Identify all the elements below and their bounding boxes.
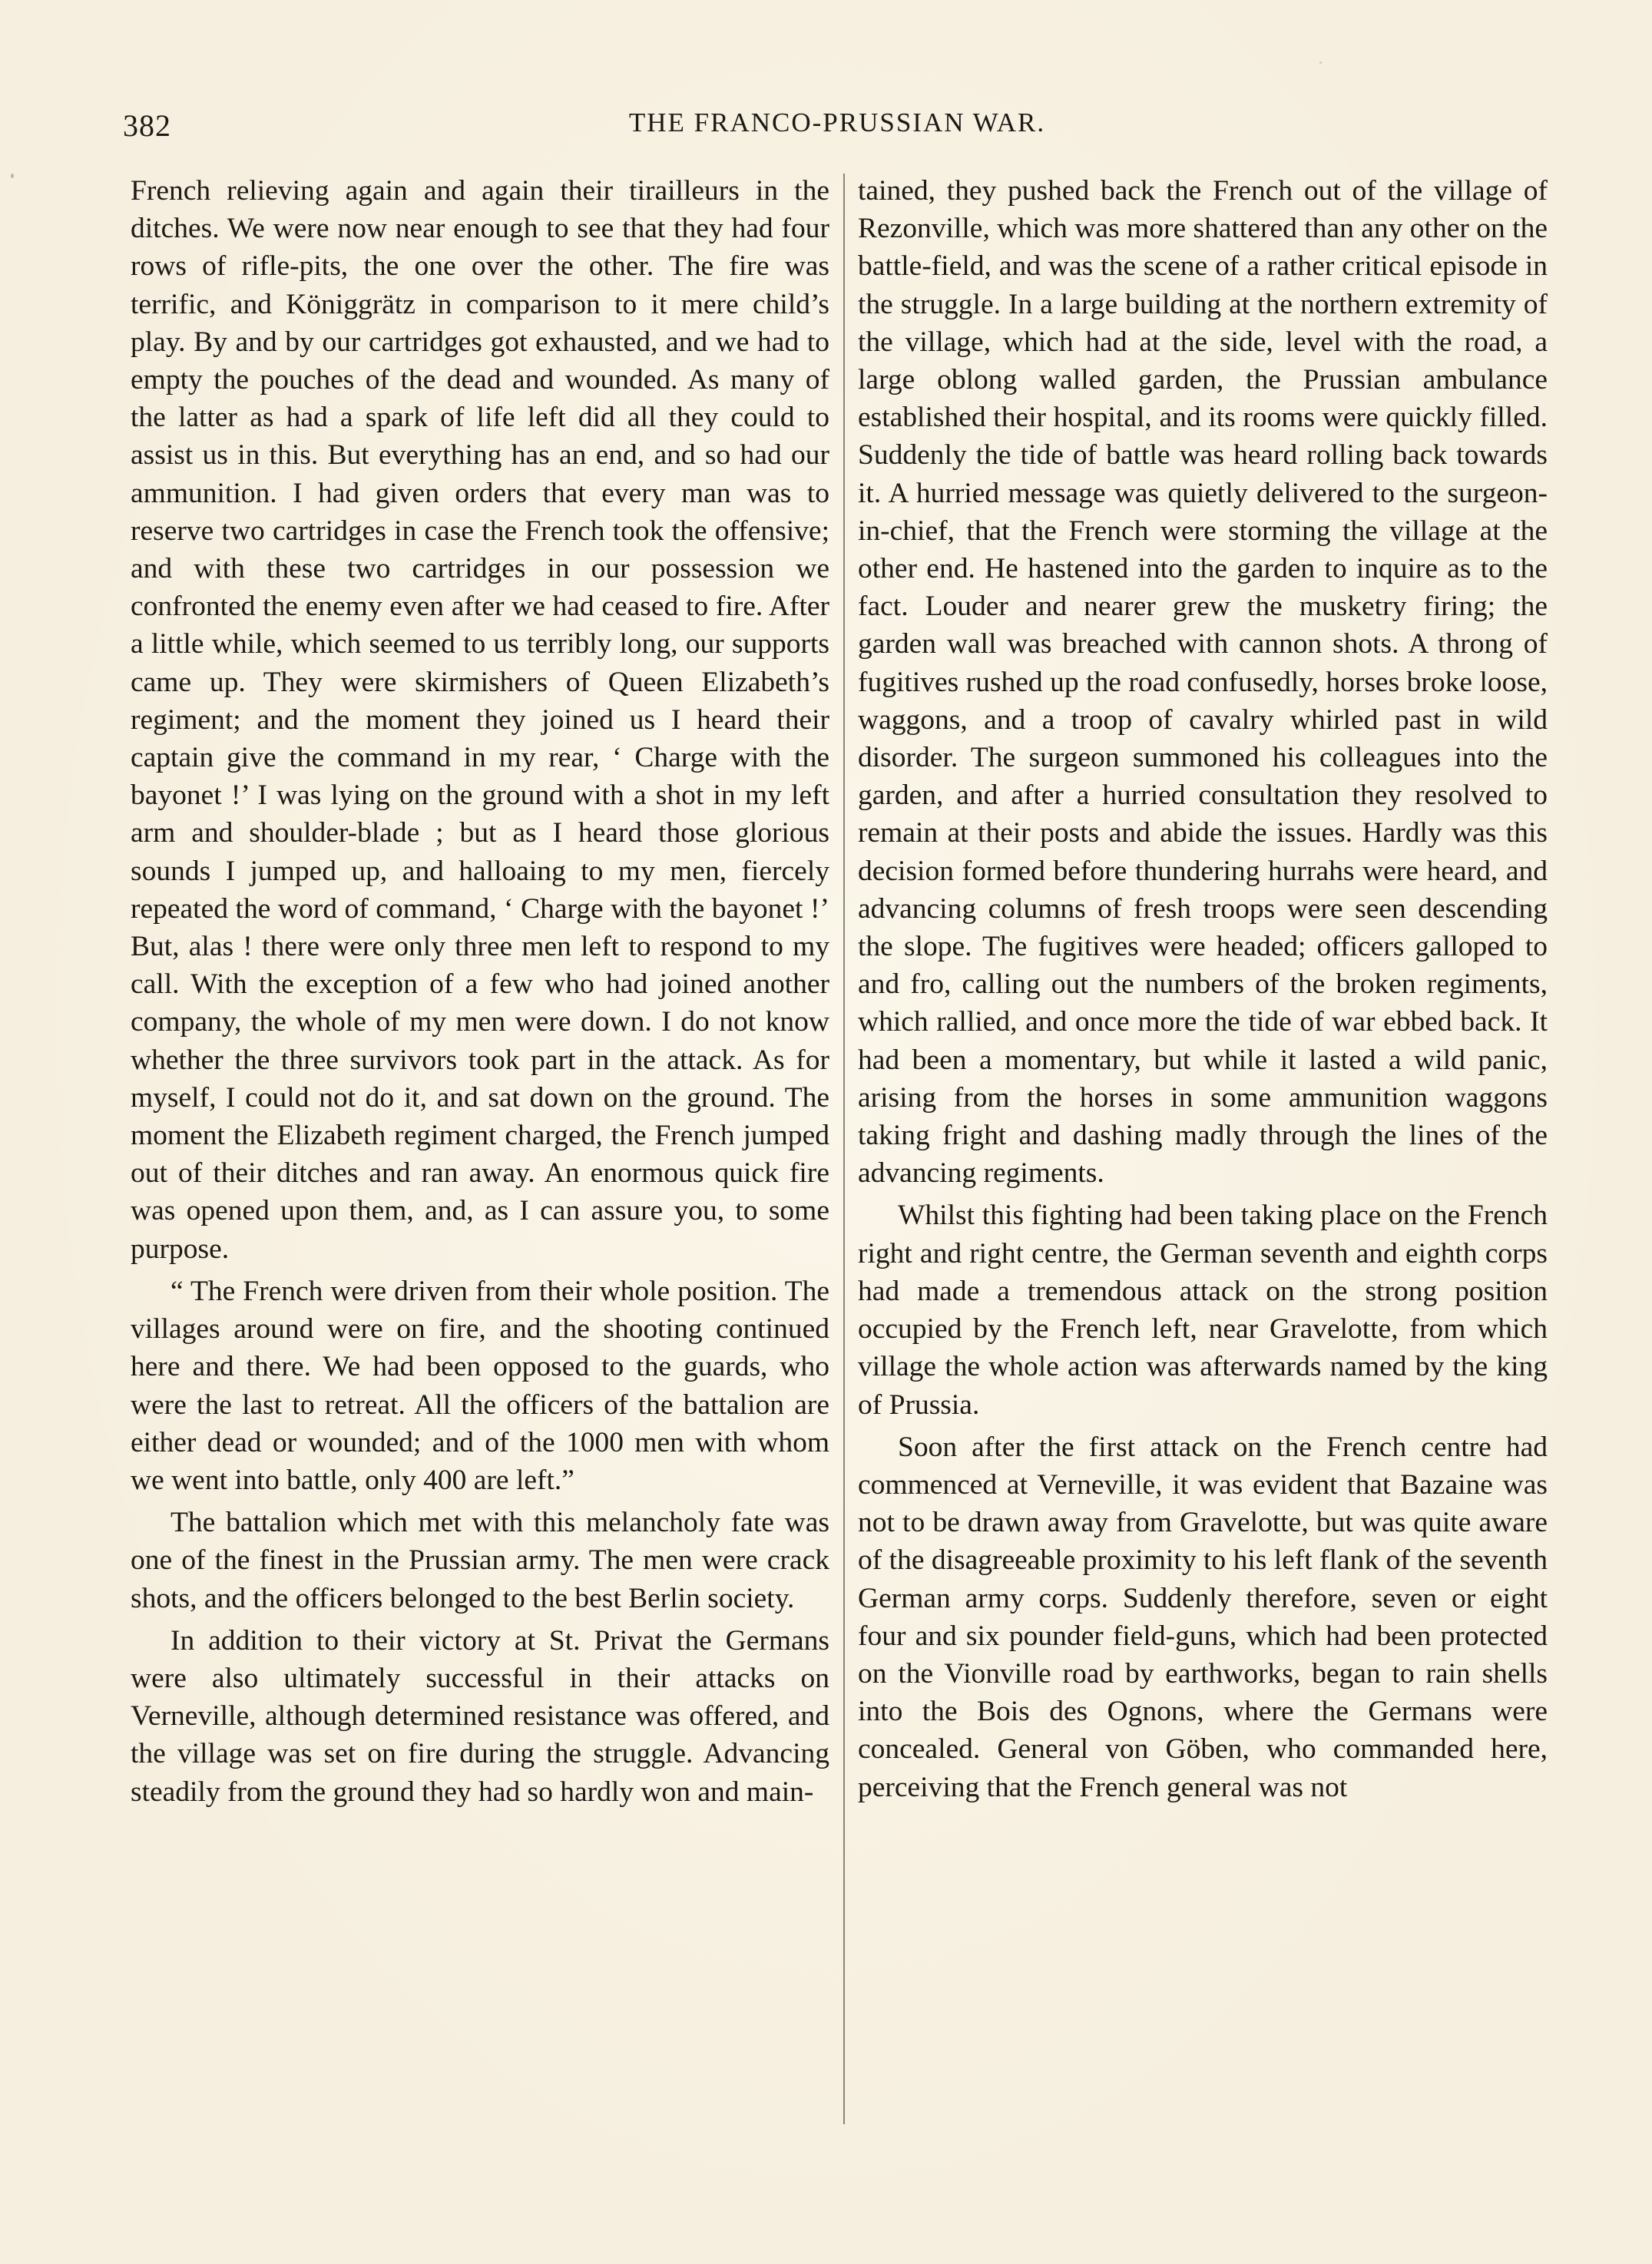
right-column (858, 172, 1548, 1811)
paragraph: In addition to their victory at St. Privat the Germans were also ultimately successful in their attacks on Verneville, although determined resistance was offered, and the village was set on fire during the struggle. Advancing steadily from the ground they had so hardly won and main- (131, 1624, 829, 1808)
paragraph: Soon after the first attack on the French centre had commenced at Verneville, it was evident that Bazaine was not to be drawn away from Gravelotte, but was quite aware of the disagreeable proximity to his left flank of the seventh German army corps. Suddenly therefore, seven or eight four and six pounder field-guns, which had been protected on the Vionville road by earthworks, began to rain shells into the Bois des Ognons, where the Germans were concealed. General von Göben, who commanded here, perceiving that the French general was not (858, 1431, 1548, 1803)
paragraph: The battalion which met with this melancholy fate was one of the finest in the Prussian army. The men were crack shots, and the officers belonged to the best Berlin society. (131, 1507, 829, 1614)
paper-speck (1319, 61, 1322, 64)
paragraph: Whilst this fighting had been taking place on the French right and right centre, the German seventh and eighth corps had made a tremendous attack on the strong position occupied by the French left, near Gravelotte, from which village the whole action was afterwards named by the king of Prussia. (858, 1200, 1548, 1421)
page-header (123, 108, 1551, 154)
column-divider (843, 174, 845, 2124)
paragraph: French relieving again and again their tirailleurs in the ditches. We were now near enough to see that they had four rows of rifle-pits, the one over the other. The fire was terrific, and Königgrätz in comparison to it mere child’s play. By and by our cartridges got exhausted, and we had to empty the pouches of the dead and wounded. As many of the latter as had a spark of life left did all they could to assist us in this. But everything has an end, and so had our ammunition. I had given orders that every man was to reserve two cartridges in case the French took the offensive; and with these two cartridges in our possession we confronted the enemy even after we had ceased to fire. After a little while, which seemed to us terribly long, our supports came up. They were skirmishers of Queen Elizabeth’s regiment; and the moment they joined us I heard their captain give the command in my rear, ‘ Charge with the bayonet !’ I was lying on the ground with a shot in my left arm and shoulder-blade ; but as I heard those glorious sounds I jumped up, and halloaing to my men, fiercely repeated the word of command, ‘ Charge with the bayonet !’ But, alas ! there were only three men left to respond to my call. With the exception of a few who had joined another company, the whole of my men were down. I do not know whether the three survivors took part in the attack. As for myself, I could not do it, and sat down on the ground. The moment the Elizabeth regiment charged, the French jumped out of their ditches and ran away. An enormous quick fire was opened upon them, and, as I can assure you, to some purpose. (131, 175, 829, 1265)
running-title: THE FRANCO-PRUSSIAN WAR. (628, 108, 1046, 137)
left-column (131, 172, 829, 1816)
paper-speck (11, 174, 14, 178)
paragraph: tained, they pushed back the French out of the village of Rezonville, which was more shattered than any other on the battle-field, and was the scene of a rather critical episode in the struggle. In a large building at the northern extremity of the village, which had at the side, level with the road, a large oblong walled garden, the Prussian ambulance established their hospital, and its rooms were quickly filled. Suddenly the tide of battle was heard rolling back towards it. A hurried message was quietly delivered to the surgeon-in-chief, that the French were storming the village at the other end. He hastened into the garden to inquire as to the fact. Louder and nearer grew the musketry firing; the garden wall was breached with cannon shots. A throng of fugitives rushed up the road confusedly, horses broke loose, waggons, and a troop of cavalry whirled past in wild disorder. The surgeon summoned his colleagues into the garden, and after a hurried consultation they resolved to remain at their posts and abide the issues. Hardly was this decision formed before thundering hurrahs were heard, and advancing columns of fresh troops were seen descending the slope. The fugitives were headed; officers galloped to and fro, calling out the numbers of the broken regiments, which rallied, and once more the tide of war ebbed back. It had been a momentary, but while it lasted a wild panic, arising from the horses in some ammunition waggons taking fright and dashing madly through the lines of the advancing regiments. (858, 175, 1548, 1190)
paragraph: “ The French were driven from their whole position. The villages around were on fire, and the shooting continued here and there. We had been opposed to the guards, who were the last to retreat. All the officers of the battalion are either dead or wounded; and of the 1000 men with whom we went into battle, only 400 are left.” (131, 1275, 829, 1496)
page-number: 382 (123, 108, 171, 143)
